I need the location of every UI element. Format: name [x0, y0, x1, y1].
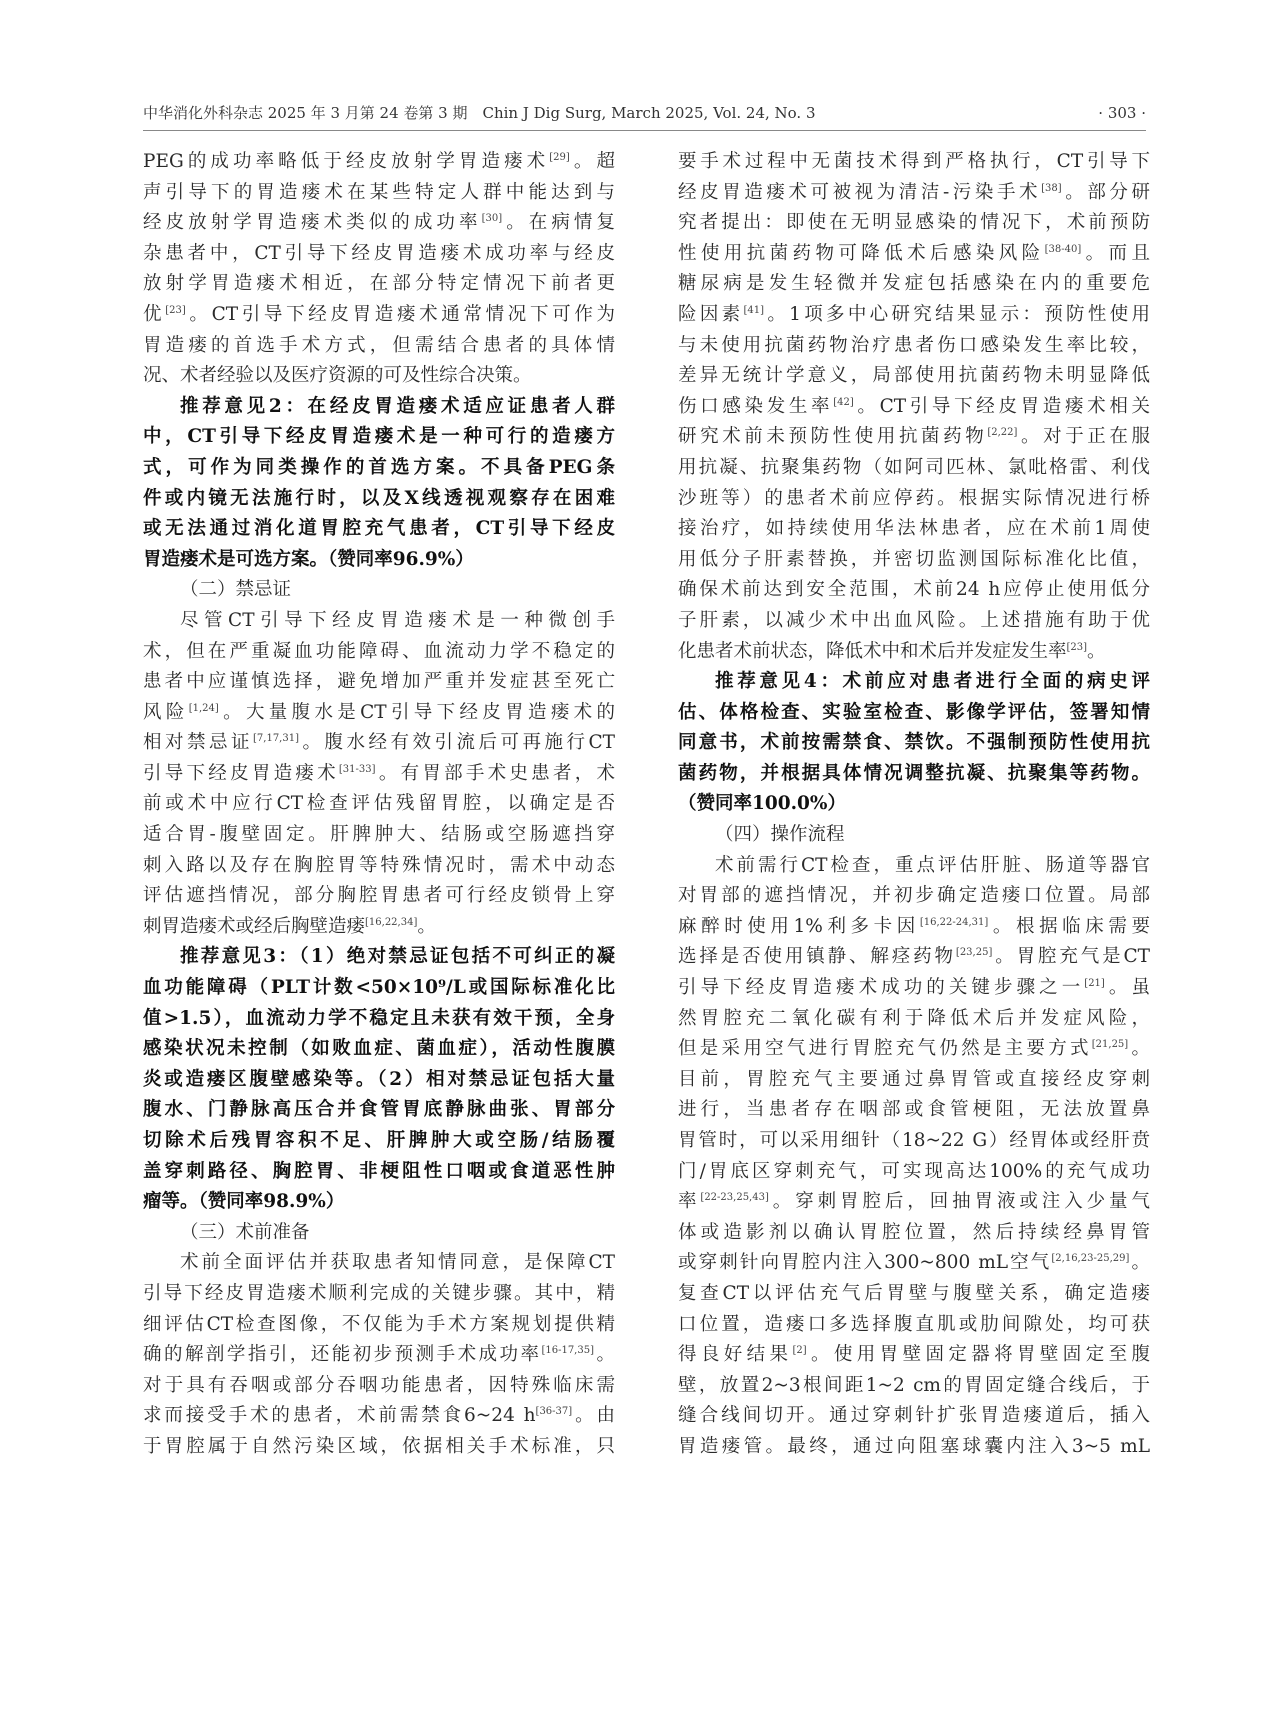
line-text: 得良好结果	[678, 1344, 793, 1366]
text-line	[143, 667, 615, 698]
text-line	[143, 820, 615, 851]
text-line	[143, 1371, 615, 1402]
line-text: 盖穿刺路径、胸腔胃、非梗阻性口咽或食道恶性肿	[143, 1160, 615, 1182]
text-line	[143, 1004, 615, 1035]
line-text-tail: 。	[1128, 1038, 1150, 1060]
text-line	[678, 514, 1150, 545]
text-line	[678, 1157, 1150, 1188]
text-line	[678, 789, 1150, 820]
line-text: 确的解剖学指引，还能初步预测手术成功率	[143, 1344, 542, 1366]
line-text-tail: 。CT引导下经皮胃造瘘术通常情况下可作为	[185, 303, 615, 325]
citation-ref: [16,22,34]	[365, 916, 418, 928]
text-line	[678, 239, 1150, 270]
line-text: 术前需行CT检查，重点评估肝脏、肠道等器官	[715, 854, 1150, 876]
line-text: 刺入路以及存在胸腔胃等特殊情况时，需术中动态	[143, 854, 615, 876]
line-text: 引导下经皮胃造瘘术成功的关键步骤之一	[678, 977, 1085, 999]
line-text: 瘤等。（赞同率98.9%）	[143, 1191, 345, 1213]
line-text: 研究术前未预防性使用抗菌药物	[678, 426, 988, 448]
line-text: 术，但在严重凝血功能障碍、血流动力学不稳定的	[143, 640, 615, 662]
line-text-tail: 。在病情复	[502, 212, 615, 234]
text-line	[143, 1340, 615, 1371]
line-text: 前或术中应行CT检查评估残留胃腔，以确定是否	[143, 793, 615, 815]
text-line	[143, 698, 615, 729]
line-text: 缝合线间切开。通过穿刺针扩张胃造瘘道后，插入	[678, 1405, 1150, 1427]
line-text: 切除术后残胃容积不足、肝脾肿大或空肠/结肠覆	[143, 1130, 615, 1151]
text-line	[678, 300, 1150, 331]
line-text: 化患者术前状态，降低术中和术后并发症发生率	[678, 640, 1067, 662]
text-line	[678, 942, 1150, 973]
line-text: 同意书，术前按需禁食、禁饮。不强制预防性使用抗	[678, 732, 1150, 754]
text-line	[143, 973, 615, 1004]
citation-ref: [21,25]	[1091, 1039, 1129, 1051]
line-text: 引导下经皮胃造瘘术顺利完成的关键步骤。其中，精	[143, 1282, 615, 1304]
line-text: 炎或造瘘区腹壁感染等。（2）相对禁忌证包括大量	[143, 1068, 615, 1090]
line-text: 腹水、门静脉高压合并食管胃底静脉曲张、胃部分	[143, 1099, 615, 1121]
citation-ref: [16,22-24,31]	[919, 916, 989, 928]
line-text: 尽管CT引导下经皮胃造瘘术是一种微创手	[180, 609, 615, 631]
line-text-tail: 。腹水经有效引流后可再施行CT	[299, 732, 615, 754]
line-text: 接治疗，如持续使用华法林患者，应在术前1周使	[678, 518, 1150, 540]
line-text-tail: 。大量腹水是CT引导下经皮胃造瘘术的	[218, 701, 615, 723]
line-text: 体或造影剂以确认胃腔位置，然后持续经鼻胃管	[678, 1221, 1150, 1243]
text-line	[143, 331, 615, 362]
line-text: （四）操作流程	[715, 824, 845, 846]
line-text: 经皮胃造瘘术可被视为清洁-污染手术	[678, 181, 1042, 203]
line-text: 胃造瘘术是可选方案。（赞同率96.9%）	[143, 548, 474, 570]
text-line	[678, 147, 1150, 178]
text-line	[143, 789, 615, 820]
text-line	[143, 759, 615, 790]
text-line	[143, 912, 615, 943]
text-line	[678, 1187, 1150, 1218]
text-line	[678, 1095, 1150, 1126]
text-line	[143, 637, 615, 668]
text-line	[678, 728, 1150, 759]
text-line	[678, 1004, 1150, 1035]
line-text: 门/胃底区穿刺充气，可实现高达100%的充气成功	[678, 1160, 1150, 1182]
text-line	[678, 912, 1150, 943]
line-text: 子肝素，以减少术中出血风险。上述措施有助于优	[678, 609, 1150, 631]
text-line	[678, 759, 1150, 790]
line-text: 于胃腔属于自然污染区域，依据相关手术标准，只	[143, 1435, 615, 1457]
line-text-tail: 。	[594, 1344, 615, 1366]
text-line	[143, 881, 615, 912]
citation-ref: [23]	[1066, 641, 1088, 653]
line-text: 经皮放射学胃造瘘术类似的成功率	[143, 212, 482, 234]
line-text-tail: 。超	[569, 151, 615, 172]
line-text: 或穿刺针向胃腔内注入300~800 mL空气	[678, 1252, 1052, 1274]
text-line	[678, 545, 1150, 576]
line-text: 对于具有吞咽或部分吞咽功能患者，因特殊临床需	[143, 1374, 615, 1396]
line-text-tail: 。胃腔充气是CT	[992, 946, 1150, 968]
line-text: 评估遮挡情况，部分胸腔胃患者可行经皮锁骨上穿	[143, 885, 615, 907]
citation-ref: [21]	[1084, 977, 1105, 989]
text-line	[678, 208, 1150, 239]
line-text-tail: 。部分研	[1061, 181, 1150, 203]
text-line	[143, 392, 615, 423]
citation-ref: [7,17,31]	[253, 733, 299, 745]
text-line	[678, 820, 1150, 851]
text-line	[143, 1034, 615, 1065]
text-line	[678, 484, 1150, 515]
text-line	[678, 1371, 1150, 1402]
line-text: 胃造瘘的首选手术方式，但需结合患者的具体情	[143, 334, 615, 356]
text-line	[143, 147, 615, 178]
text-line	[143, 1126, 615, 1157]
line-text: 估、体格检查、实验室检查、影像学评估，签署知情	[678, 701, 1150, 723]
line-text: 口位置，造瘘口多选择腹直肌或肋间隙处，均可获	[678, 1313, 1150, 1335]
line-text: 用抗凝、抗聚集药物（如阿司匹林、氯吡格雷、利伐	[678, 456, 1150, 478]
text-line	[678, 361, 1150, 392]
text-line	[143, 1310, 615, 1341]
line-text: 推荐意见4：术前应对患者进行全面的病史评	[715, 671, 1150, 693]
header-rule	[143, 130, 1146, 131]
text-line	[143, 545, 615, 576]
text-line	[678, 575, 1150, 606]
left-column	[143, 147, 615, 1463]
text-line	[678, 881, 1150, 912]
text-line	[143, 851, 615, 882]
text-line	[143, 514, 615, 545]
line-text: 件或内镜无法施行时，以及X线透视观察存在困难	[143, 487, 615, 509]
line-text: 要手术过程中无菌技术得到严格执行，CT引导下	[678, 151, 1150, 172]
text-line	[143, 269, 615, 300]
text-line	[143, 1218, 615, 1249]
line-text: 差异无统计学意义，局部使用抗菌药物未明显降低	[678, 365, 1150, 387]
line-text-tail: 。虽	[1104, 977, 1150, 999]
line-text: 目前，胃腔充气主要通过鼻胃管或直接经皮穿刺	[678, 1068, 1150, 1090]
line-text: 进行，当患者存在咽部或食管梗阻，无法放置鼻	[678, 1099, 1150, 1121]
citation-ref: [41]	[743, 304, 764, 316]
text-line	[143, 1248, 615, 1279]
text-line	[143, 728, 615, 759]
text-line	[143, 1095, 615, 1126]
citation-ref: [23]	[165, 304, 186, 316]
text-line	[678, 1432, 1150, 1463]
line-text: 细评估CT检查图像，不仅能为手术方案规划提供精	[143, 1313, 615, 1335]
text-line	[678, 331, 1150, 362]
line-text: 伤口感染发生率	[678, 395, 834, 417]
line-text: 刺胃造瘘术或经后胸壁造瘘	[143, 915, 366, 937]
citation-ref: [38]	[1041, 182, 1062, 194]
line-text: 感染状况未控制（如败血症、菌血症），活动性腹膜	[143, 1038, 615, 1060]
line-text-tail: 。对于正在服	[1017, 426, 1150, 448]
line-text: 用低分子肝素替换，并密切监测国际标准化比值，	[678, 548, 1150, 570]
line-text: 优	[143, 303, 166, 325]
line-text: 风险	[143, 701, 189, 723]
line-text-tail: 。CT引导下经皮胃造瘘术相关	[853, 395, 1150, 417]
line-text-tail: 。根据临床需要	[988, 915, 1150, 937]
text-line	[678, 851, 1150, 882]
line-text: 菌药物，并根据具体情况调整抗凝、抗聚集等药物。	[678, 762, 1150, 784]
citation-ref: [31-33]	[338, 763, 376, 775]
citation-ref: [1,24]	[188, 702, 219, 714]
line-text-tail: 。1项多中心研究结果显示：预防性使用	[764, 303, 1150, 325]
line-text: 胃造瘘管。最终，通过向阻塞球囊内注入3~5 mL	[678, 1435, 1150, 1457]
line-text: 险因素	[678, 303, 744, 325]
page-number: · 303 ·	[1098, 104, 1146, 122]
text-line	[678, 1248, 1150, 1279]
text-line	[678, 606, 1150, 637]
text-line	[143, 942, 615, 973]
line-text: 患者中应谨慎选择，避免增加严重并发症甚至死亡	[143, 671, 615, 693]
line-text: 血功能障碍（PLT计数<50×10⁹/L或国际标准化比	[143, 977, 615, 999]
text-line	[143, 422, 615, 453]
line-text: 况、术者经验以及医疗资源的可及性综合决策。	[143, 365, 532, 387]
line-text: 壁，放置2~3根间距1~2 cm的胃固定缝合线后，于	[678, 1374, 1150, 1396]
citation-ref: [22-23,25,43]	[700, 1192, 769, 1204]
running-header	[143, 100, 1146, 126]
right-column	[678, 147, 1150, 1463]
text-line	[143, 239, 615, 270]
text-line	[678, 422, 1150, 453]
line-text-tail: 。而且	[1081, 242, 1150, 264]
line-text: 麻醉时使用1%利多卡因	[678, 915, 920, 937]
citation-ref: [16-17,35]	[541, 1345, 594, 1356]
line-text: 术前全面评估并获取患者知情同意，是保障CT	[180, 1252, 615, 1274]
text-line	[678, 973, 1150, 1004]
text-line	[678, 1065, 1150, 1096]
text-line	[143, 178, 615, 209]
text-line	[143, 606, 615, 637]
citation-ref: [36-37]	[535, 1406, 573, 1418]
line-text: 胃管时，可以采用细针（18~22 G）经胃体或经肝贲	[678, 1130, 1150, 1151]
text-line	[143, 300, 615, 331]
line-text: 沙班等）的患者术前应停药。根据实际情况进行桥	[678, 487, 1150, 509]
line-text: 选择是否使用镇静、解痉药物	[678, 946, 956, 968]
text-line	[678, 1218, 1150, 1249]
text-line	[143, 1279, 615, 1310]
journal-citation: 中华消化外科杂志 2025 年 3 月第 24 卷第 3 期 Chin J Dig Surg, March 2025, Vol. 24, No. 3	[143, 104, 816, 122]
line-text: 然胃腔充二氧化碳有利于降低术后并发症风险，	[678, 1007, 1150, 1029]
line-text-tail: 。穿刺胃腔后，回抽胃液或注入少量气	[768, 1191, 1150, 1213]
line-text: PEG的成功率略低于经皮放射学胃造瘘术	[143, 151, 550, 172]
line-text: 适合胃-腹壁固定。肝脾肿大、结肠或空肠遮挡穿	[143, 824, 615, 846]
line-text: 声引导下的胃造瘘术在某些特定人群中能达到与	[143, 181, 615, 203]
line-text: 复查CT以评估充气后胃壁与腹壁关系，确定造瘘	[678, 1282, 1150, 1304]
line-text: 对胃部的遮挡情况，并初步确定造瘘口位置。局部	[678, 885, 1150, 907]
line-text: （三）术前准备	[180, 1221, 310, 1243]
line-text: 糖尿病是发生轻微并发症包括感染在内的重要危	[678, 273, 1150, 295]
line-text: 相对禁忌证	[143, 732, 254, 754]
text-line	[143, 1401, 615, 1432]
citation-ref: [38-40]	[1044, 243, 1082, 255]
text-line	[678, 667, 1150, 698]
text-line	[143, 453, 615, 484]
citation-ref: [23,25]	[955, 947, 993, 959]
citation-ref: [2,22]	[987, 427, 1018, 439]
text-line	[678, 698, 1150, 729]
text-line	[678, 392, 1150, 423]
citation-ref: [2]	[792, 1345, 807, 1356]
line-text: 求而接受手术的患者，术前需禁食6~24 h	[143, 1405, 536, 1427]
line-text: 或无法通过消化道胃腔充气患者，CT引导下经皮	[143, 518, 615, 540]
citation-ref: [2,16,23-25,29]	[1051, 1253, 1130, 1265]
line-text-tail: 。有胃部手术史患者，术	[375, 762, 615, 784]
text-line	[678, 178, 1150, 209]
text-line	[678, 269, 1150, 300]
line-text: 推荐意见3：（1）绝对禁忌证包括不可纠正的凝	[180, 946, 615, 968]
line-text: 但是采用空气进行胃腔充气仍然是主要方式	[678, 1038, 1092, 1060]
line-text: 式，可作为同类操作的首选方案。不具备PEG条	[143, 456, 615, 478]
text-line	[678, 453, 1150, 484]
citation-ref: [29]	[549, 151, 570, 163]
line-text-tail: 。	[1087, 640, 1106, 662]
line-text: 与未使用抗菌药物治疗患者伤口感染发生率比较，	[678, 334, 1150, 356]
line-text: 率	[678, 1191, 701, 1213]
line-text-tail: 。由	[572, 1405, 615, 1427]
text-line	[678, 637, 1150, 668]
text-line	[678, 1034, 1150, 1065]
line-text: 性使用抗菌药物可降低术后感染风险	[678, 242, 1045, 264]
text-line	[143, 361, 615, 392]
text-line	[143, 1432, 615, 1463]
text-line	[143, 208, 615, 239]
line-text-tail: 。	[417, 915, 436, 937]
line-text: 推荐意见2：在经皮胃造瘘术适应证患者人群	[180, 395, 615, 417]
text-line	[678, 1340, 1150, 1371]
text-line	[143, 484, 615, 515]
line-text: 值>1.5），血流动力学不稳定且未获有效干预，全身	[143, 1007, 615, 1029]
text-line	[678, 1126, 1150, 1157]
citation-ref: [42]	[833, 396, 854, 408]
line-text: 确保术前达到安全范围，术前24 h应停止使用低分	[678, 579, 1150, 601]
line-text: 放射学胃造瘘术相近，在部分特定情况下前者更	[143, 273, 615, 295]
text-line	[143, 575, 615, 606]
text-line	[143, 1187, 615, 1218]
line-text: 引导下经皮胃造瘘术	[143, 762, 339, 784]
text-line	[678, 1401, 1150, 1432]
line-text: （赞同率100.0%）	[678, 793, 847, 815]
citation-ref: [30]	[481, 213, 503, 225]
line-text-tail: 。	[1129, 1252, 1150, 1274]
text-line	[678, 1310, 1150, 1341]
line-text: 究者提出：即使在无明显感染的情况下，术前预防	[678, 212, 1150, 234]
text-line	[678, 1279, 1150, 1310]
line-text: 杂患者中，CT引导下经皮胃造瘘术成功率与经皮	[143, 242, 615, 264]
text-line	[143, 1157, 615, 1188]
line-text-tail: 。使用胃壁固定器将胃壁固定至腹	[806, 1344, 1150, 1366]
line-text: （二）禁忌证	[180, 579, 292, 601]
line-text: 中，CT引导下经皮胃造瘘术是一种可行的造瘘方	[143, 426, 615, 448]
text-line	[143, 1065, 615, 1096]
